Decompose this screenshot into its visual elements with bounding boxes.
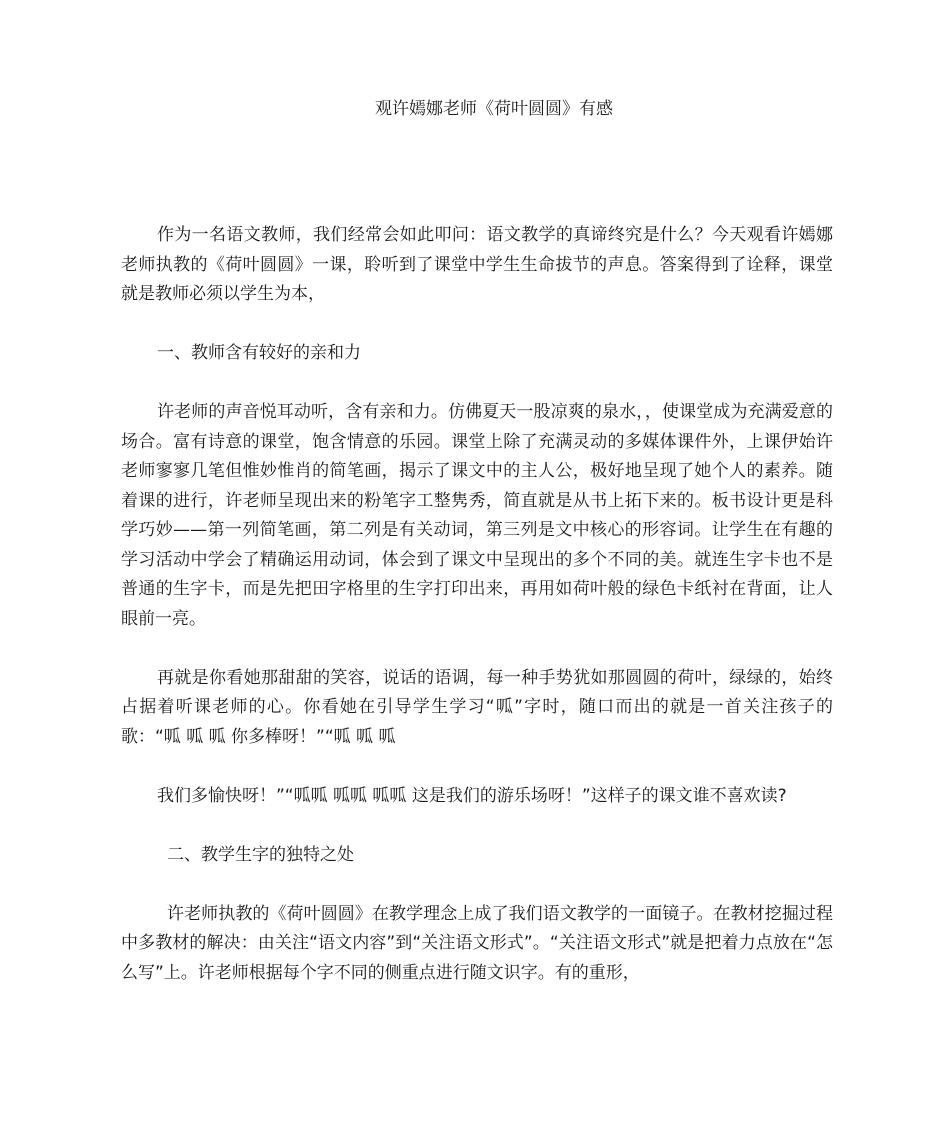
paragraph-song: 我们多愉快呀！”“呱呱 呱呱 呱呱 这是我们的游乐场呀！”这样子的课文谁不喜欢读?	[157, 785, 787, 806]
document-title: 观许嫣娜老师《荷叶圆圆》有感	[375, 99, 613, 119]
document-body	[121, 221, 833, 1018]
paragraph-affinity: 许老师的声音悦耳动听，含有亲和力。仿佛夏天一股凉爽的泉水，，使课堂成为充满爱意的场合。富有诗意的课堂，饱含情意的乐园。课堂上除了充满灵动的多媒体课件外，上课伊始许老师寥寥几笔但惟妙惟肖的简笔画，揭示了课文中的主人公，极好地呈现了她个人的素养。随着课的进行，许老师呈现出来的粉笔字工整隽秀，简直就是从书上拓下来的。板书设计更是科学巧妙——第一列简笔画，第二列是有关动词，第三列是文中核心的形容词。让学生在有趣的学习活动中学会了精确运用动词，体会到了课文中呈现出的多个不同的美。就连生字卡也不是普通的生字卡，而是先把田字格里的生字打印出来，再用如荷叶般的绿色卡纸衬在背面，让人眼前一亮。	[121, 402, 833, 629]
paragraph-intro: 作为一名语文教师，我们经常会如此叩问：语文教学的真谛终究是什么？今天观看许嫣娜老师执教的《荷叶圆圆》一课，聆听到了课堂中学生生命拔节的声息。答案得到了诠释，课堂就是教师必须以学生为本，	[121, 225, 833, 304]
section-heading-1: 一、教师含有较好的亲和力	[157, 343, 361, 363]
paragraph-smile: 再就是你看她那甜甜的笑容，说话的语调，每一种手势犹如那圆圆的荷叶，绿绿的，始终占据着听课老师的心。你看她在引导学生学习“呱”字时，随口而出的就是一首关注孩子的歌：“呱 呱 呱 你多棒呀！”“呱 呱 呱	[121, 667, 833, 747]
paragraph-characters: 许老师执教的《荷叶圆圆》在教学理念上成了我们语文教学的一面镜子。在教材挖掘过程中多教材的解决：由关注“语文内容”到“关注语文形式”。“关注语文形式”就是把着力点放在“怎么写”上。许老师根据每个字不同的侧重点进行随文识字。有的重形，	[121, 903, 833, 983]
section-heading-2: 二、教学生字的独特之处	[167, 844, 354, 865]
